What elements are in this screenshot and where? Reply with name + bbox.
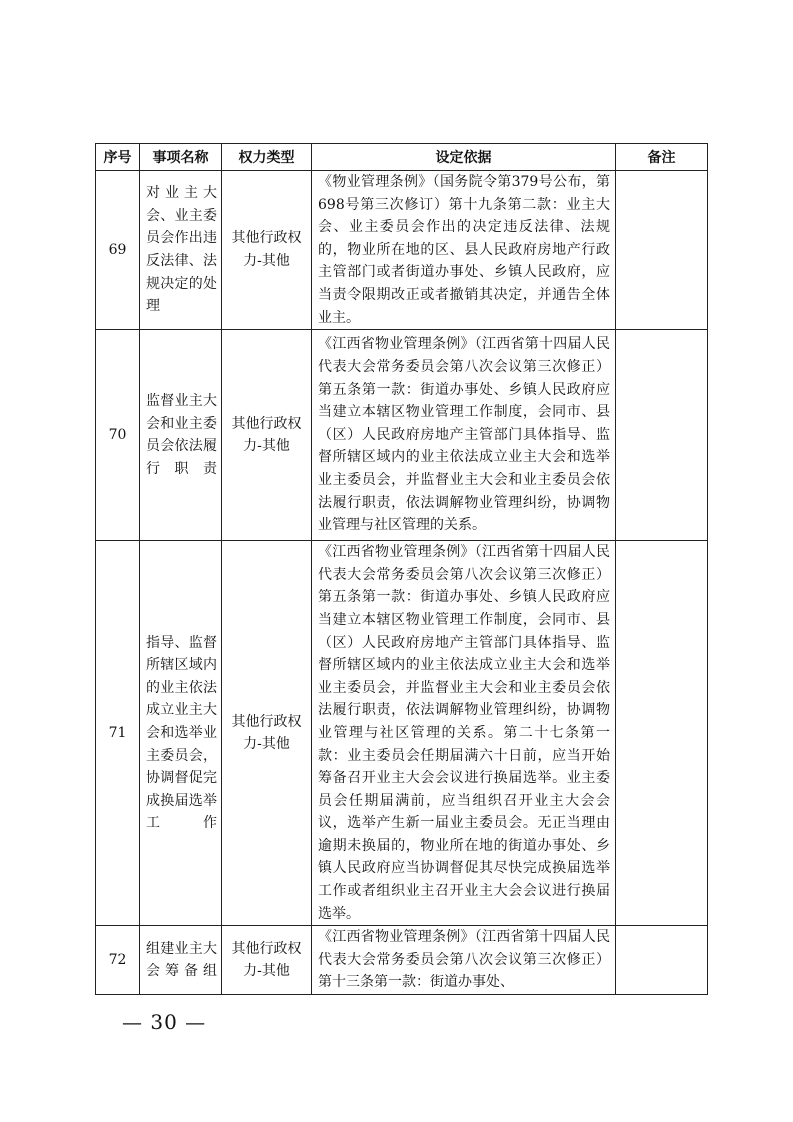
row-legal-basis: 《江西省物业管理条例》（江西省第十四届人民代表大会常务委员会第八次会议第三次修正）第十三条第一款：街道办事处、: [312, 926, 616, 995]
row-serial-number: 70: [96, 330, 140, 541]
row-legal-basis: 《物业管理条例》（国务院令第379号公布，第698号第三次修订）第十九条第二款：业主大会、业主委员会作出的决定违反法律、法规的，物业所在地的区、县人民政府房地产行政主管部门或者街道办事处、乡镇人民政府，应当责令限期改正或者撤销其决定，并通告全体业主。: [312, 171, 616, 330]
row-remarks: [616, 171, 708, 330]
regulation-table: [95, 143, 708, 995]
table-row: [96, 171, 708, 330]
row-power-type: 其他行政权力-其他: [222, 541, 312, 926]
row-legal-basis: 《江西省物业管理条例》（江西省第十四届人民代表大会常务委员会第八次会议第三次修正）第五条第一款：街道办事处、乡镇人民政府应当建立本辖区物业管理工作制度，会同市、县（区）人民政府房地产主管部门具体指导、监督所辖区域内的业主依法成立业主大会和选举业主委员会，并监督业主大会和业主委员会依法履行职责，依法调解物业管理纠纷，协调物业管理与社区管理的关系。第二十七条第一款：业主委员会任期届满六十日前，应当开始筹备召开业主大会会议进行换届选举。业主委员会任期届满前，应当组织召开业主大会会议，选举产生新一届业主委员会。无正当理由逾期未换届的，物业所在地的街道办事处、乡镇人民政府应当协调督促其尽快完成换届选举工作或者组织业主召开业主大会会议进行换届选举。: [312, 541, 616, 926]
row-legal-basis: 《江西省物业管理条例》（江西省第十四届人民代表大会常务委员会第八次会议第三次修正）第五条第一款：街道办事处、乡镇人民政府应当建立本辖区物业管理工作制度，会同市、县（区）人民政府房地产主管部门具体指导、监督所辖区域内的业主依法成立业主大会和选举业主委员会，并监督业主大会和业主委员会依法履行职责，依法调解物业管理纠纷，协调物业管理与社区管理的关系。: [312, 330, 616, 541]
row-power-type: 其他行政权力-其他: [222, 171, 312, 330]
row-item-name: 组建业主大会筹备组: [140, 926, 222, 995]
table-row: [96, 541, 708, 926]
row-remarks: [616, 541, 708, 926]
header-legal-basis: 设定依据: [312, 144, 616, 171]
header-row: [96, 144, 708, 171]
row-item-name: 指导、监督所辖区域内的业主依法成立业主大会和选举业主委员会，协调督促完成换届选举工作: [140, 541, 222, 926]
row-remarks: [616, 926, 708, 995]
row-power-type: 其他行政权力-其他: [222, 330, 312, 541]
regulation-table-container: [95, 143, 707, 995]
header-item-name: 事项名称: [140, 144, 222, 171]
page-number: — 30 —: [122, 1010, 207, 1034]
header-remarks: 备注: [616, 144, 708, 171]
header-power-type: 权力类型: [222, 144, 312, 171]
table-header: [96, 144, 708, 171]
table-body: [96, 171, 708, 995]
row-remarks: [616, 330, 708, 541]
header-serial-number: 序号: [96, 144, 140, 171]
row-power-type: 其他行政权力-其他: [222, 926, 312, 995]
row-serial-number: 69: [96, 171, 140, 330]
row-item-name: 对业主大会、业主委员会作出违反法律、法规决定的处理: [140, 171, 222, 330]
row-serial-number: 71: [96, 541, 140, 926]
row-item-name: 监督业主大会和业主委员会依法履行职责: [140, 330, 222, 541]
table-row: [96, 330, 708, 541]
table-row: [96, 926, 708, 995]
row-serial-number: 72: [96, 926, 140, 995]
